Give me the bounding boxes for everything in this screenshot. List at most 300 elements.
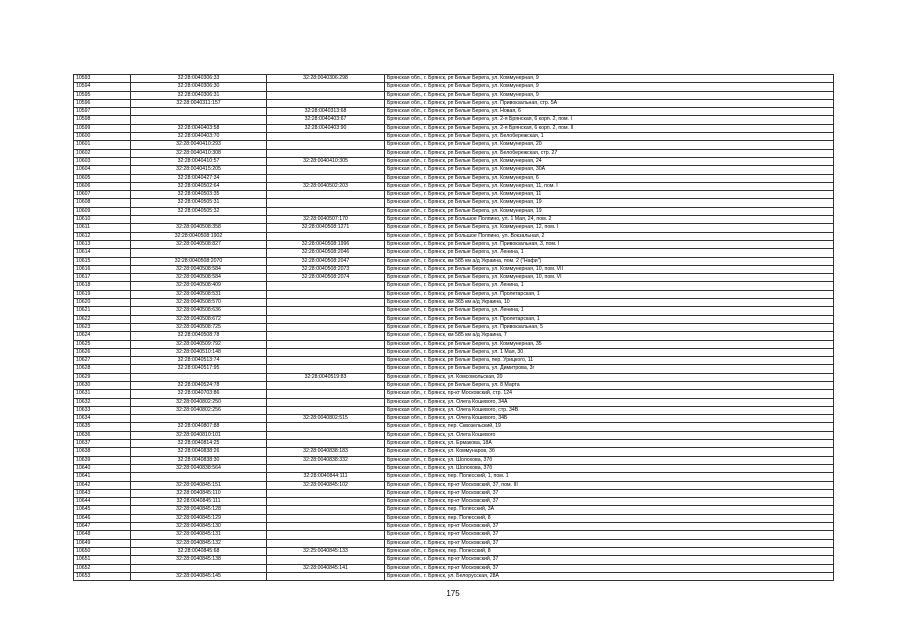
address-cell: Брянская обл., г. Брянск, рп Белые Берега, ул. Привокзальная, 5 (385, 323, 834, 331)
table-row (74, 498, 834, 506)
address-cell: Брянская обл., г. Брянск, рп Белые Берега, ул. Ленина, 1 (385, 249, 834, 257)
building-cadastral-number-cell: 32:28:0040844:111 (267, 473, 385, 481)
address-cell: Брянская обл., г. Брянск, рп Белые Берега, ул. Новая, 6 (385, 108, 834, 116)
table-row (74, 348, 834, 356)
row-number-cell: 10610 (74, 216, 131, 224)
land-cadastral-number-cell: 32:28:0040845:138 (131, 556, 267, 564)
building-cadastral-number-cell: 32:28:0040838:332 (267, 456, 385, 464)
land-cadastral-number-cell: 32:28:0040845:130 (131, 523, 267, 531)
land-cadastral-number-cell: 32:28:0040838:30 (131, 456, 267, 464)
building-cadastral-number-cell: 32:28:0040502:203 (267, 182, 385, 190)
building-cadastral-number-cell: 32:28:0040508:2074 (267, 274, 385, 282)
address-cell: Брянская обл., г. Брянск, рп Белые Берега, ул. Димитрова, 3г (385, 365, 834, 373)
address-cell: Брянская обл., г. Брянск, рп Белые Берега, ул. 2-я Брянская, 6 корп. 2, пом. I (385, 116, 834, 124)
address-cell: Брянская обл., г. Брянск, пер. Полесский, 1, пом. 1 (385, 473, 834, 481)
building-cadastral-number-cell (267, 531, 385, 539)
table-row (74, 199, 834, 207)
table-row (74, 216, 834, 224)
building-cadastral-number-cell (267, 489, 385, 497)
land-cadastral-number-cell: 32:28:0040410:293 (131, 141, 267, 149)
table-row (74, 332, 834, 340)
row-number-cell: 10600 (74, 133, 131, 141)
address-cell: Брянская обл., г. Брянск, пер. Полесский, 8 (385, 547, 834, 555)
row-number-cell: 10608 (74, 199, 131, 207)
table-row (74, 365, 834, 373)
land-cadastral-number-cell: 32:28:0040510:148 (131, 348, 267, 356)
land-cadastral-number-cell (131, 116, 267, 124)
building-cadastral-number-cell (267, 381, 385, 389)
table-row (74, 99, 834, 107)
row-number-cell: 10609 (74, 207, 131, 215)
land-cadastral-number-cell: 32:28:0040508:584 (131, 265, 267, 273)
building-cadastral-number-cell (267, 191, 385, 199)
land-cadastral-number-cell: 32:28:0040306:31 (131, 91, 267, 99)
land-cadastral-number-cell: 32:28:0040517:95 (131, 365, 267, 373)
address-cell: Брянская обл., г. Брянск, рп Белые Берега, ул. Белобережская, 1 (385, 133, 834, 141)
building-cadastral-number-cell (267, 340, 385, 348)
land-cadastral-number-cell: 32:28:0040509:792 (131, 340, 267, 348)
land-cadastral-number-cell: 32:28:0040508:358 (131, 224, 267, 232)
building-cadastral-number-cell (267, 149, 385, 157)
land-cadastral-number-cell: 32:28:0040703:86 (131, 390, 267, 398)
address-cell: Брянская обл., г. Брянск, рп Большое Полпино, ул. Вокзальная, 2 (385, 232, 834, 240)
land-cadastral-number-cell: 32:28:0040403:58 (131, 124, 267, 132)
land-cadastral-number-cell: 32:28:0040403:70 (131, 133, 267, 141)
row-number-cell: 10601 (74, 141, 131, 149)
land-cadastral-number-cell: 32:28:0040845:68 (131, 547, 267, 555)
row-number-cell: 10644 (74, 498, 131, 506)
land-cadastral-number-cell: 32:28:0040845:111 (131, 498, 267, 506)
table-row (74, 182, 834, 190)
building-cadastral-number-cell (267, 282, 385, 290)
building-cadastral-number-cell (267, 141, 385, 149)
row-number-cell: 10637 (74, 440, 131, 448)
land-cadastral-number-cell: 32:28:0040503:35 (131, 191, 267, 199)
building-cadastral-number-cell: 32:28:0040508:2046 (267, 249, 385, 257)
table-row (74, 373, 834, 381)
row-number-cell: 10642 (74, 481, 131, 489)
table-row (74, 282, 834, 290)
building-cadastral-number-cell (267, 398, 385, 406)
building-cadastral-number-cell (267, 423, 385, 431)
table-row (74, 415, 834, 423)
row-number-cell: 10632 (74, 398, 131, 406)
row-number-cell: 10636 (74, 431, 131, 439)
address-cell: Брянская обл., г. Брянск, рп Белые Берега, ул. 8 Марта (385, 381, 834, 389)
building-cadastral-number-cell (267, 556, 385, 564)
address-cell: Брянская обл., г. Брянск, рп Белые Берега, ул. Ленина, 1 (385, 282, 834, 290)
land-cadastral-number-cell (131, 473, 267, 481)
row-number-cell: 10634 (74, 415, 131, 423)
address-cell: Брянская обл., г. Брянск, ул. Ермакова, 18А (385, 440, 834, 448)
land-cadastral-number-cell: 32:28:0040845:145 (131, 572, 267, 580)
address-cell: Брянская обл., г. Брянск, рп Белые Берега, ул. Коммунерная, 6 (385, 174, 834, 182)
building-cadastral-number-cell (267, 323, 385, 331)
building-cadastral-number-cell (267, 207, 385, 215)
land-cadastral-number-cell: 32:28:0040838:564 (131, 464, 267, 472)
table-row (74, 406, 834, 414)
row-number-cell: 10614 (74, 249, 131, 257)
building-cadastral-number-cell (267, 199, 385, 207)
building-cadastral-number-cell (267, 290, 385, 298)
building-cadastral-number-cell (267, 307, 385, 315)
building-cadastral-number-cell: 32:28:0040403:67 (267, 116, 385, 124)
address-cell: Брянская обл., г. Брянск, ул. Комсомольская, 20 (385, 373, 834, 381)
table-row (74, 116, 834, 124)
land-cadastral-number-cell: 32:28:0040838:26 (131, 448, 267, 456)
land-cadastral-number-cell (131, 564, 267, 572)
building-cadastral-number-cell: 32:28:0040838:183 (267, 448, 385, 456)
row-number-cell: 10652 (74, 564, 131, 572)
address-cell: Брянская обл., г. Брянск, км 365 км а/д Украина, 10 (385, 299, 834, 307)
row-number-cell: 10645 (74, 506, 131, 514)
address-cell: Брянская обл., г. Брянск, ул. Шолохова, 37б (385, 464, 834, 472)
table-row (74, 390, 834, 398)
building-cadastral-number-cell (267, 406, 385, 414)
building-cadastral-number-cell: 32:25:0040845:133 (267, 547, 385, 555)
address-cell: Брянская обл., г. Брянск, рп Белые Берега, ул. 2-я Брянская, 6 корп. 2, пом. II (385, 124, 834, 132)
address-cell: Брянская обл., г. Брянск, пр-кт Московский, стр. 124 (385, 390, 834, 398)
row-number-cell: 10624 (74, 332, 131, 340)
table-row (74, 265, 834, 273)
address-cell: Брянская обл., г. Брянск, рп Белые Берега, ул. Коммунерная, 9 (385, 91, 834, 99)
building-cadastral-number-cell: 32:28:0040508:1996 (267, 240, 385, 248)
land-cadastral-number-cell: 32:28:0040845:151 (131, 481, 267, 489)
address-cell: Брянская обл., г. Брянск, рп Белые Берега, пер. Урицкого, 11 (385, 357, 834, 365)
row-number-cell: 10651 (74, 556, 131, 564)
building-cadastral-number-cell: 32:28:0040519:83 (267, 373, 385, 381)
row-number-cell: 10607 (74, 191, 131, 199)
table-row (74, 249, 834, 257)
building-cadastral-number-cell (267, 99, 385, 107)
registry-table-body (74, 75, 834, 581)
table-row (74, 506, 834, 514)
row-number-cell: 10605 (74, 174, 131, 182)
row-number-cell: 10630 (74, 381, 131, 389)
address-cell: Брянская обл., г. Брянск, рп Белые Берега, ул. Привокзальная, 3, пом. I (385, 240, 834, 248)
address-cell: Брянская обл., г. Брянск, рп Белые Берега, ул. Коммунерная, 10, пом. VI (385, 274, 834, 282)
table-row (74, 448, 834, 456)
land-cadastral-number-cell: 32:28:0040508:827 (131, 240, 267, 248)
row-number-cell: 10594 (74, 83, 131, 91)
building-cadastral-number-cell (267, 506, 385, 514)
building-cadastral-number-cell: 32:28:0040508:1271 (267, 224, 385, 232)
building-cadastral-number-cell (267, 498, 385, 506)
table-row (74, 149, 834, 157)
building-cadastral-number-cell (267, 431, 385, 439)
building-cadastral-number-cell (267, 539, 385, 547)
table-row (74, 224, 834, 232)
table-row (74, 547, 834, 555)
building-cadastral-number-cell (267, 332, 385, 340)
row-number-cell: 10595 (74, 91, 131, 99)
table-row (74, 91, 834, 99)
address-cell: Брянская обл., г. Брянск, ул. Шолохова, 37б (385, 456, 834, 464)
land-cadastral-number-cell: 32:28:0040524:78 (131, 381, 267, 389)
row-number-cell: 10602 (74, 149, 131, 157)
row-number-cell: 10597 (74, 108, 131, 116)
building-cadastral-number-cell (267, 514, 385, 522)
land-cadastral-number-cell: 32:28:0040410:57 (131, 157, 267, 165)
building-cadastral-number-cell: 32:28:0040508:2047 (267, 257, 385, 265)
table-row (74, 274, 834, 282)
building-cadastral-number-cell (267, 440, 385, 448)
land-cadastral-number-cell: 32:28:0040508:78 (131, 332, 267, 340)
address-cell: Брянская обл., г. Брянск, рп Белые Берега, ул. Пролетарская, 1 (385, 290, 834, 298)
table-row (74, 531, 834, 539)
land-cadastral-number-cell: 32:28:0040845:131 (131, 531, 267, 539)
address-cell: Брянская обл., г. Брянск, рп Белые Берега, ул. Коммунерная, 9 (385, 83, 834, 91)
table-row (74, 157, 834, 165)
row-number-cell: 10631 (74, 390, 131, 398)
building-cadastral-number-cell (267, 91, 385, 99)
building-cadastral-number-cell (267, 523, 385, 531)
table-row (74, 357, 834, 365)
address-cell: Брянская обл., г. Брянск, пр-кт Московский, 37 (385, 531, 834, 539)
building-cadastral-number-cell: 32:28:0040403:90 (267, 124, 385, 132)
address-cell: Брянская обл., г. Брянск, пр-кт Московский, 37, пом. III (385, 481, 834, 489)
table-row (74, 323, 834, 331)
table-row (74, 340, 834, 348)
row-number-cell: 10641 (74, 473, 131, 481)
building-cadastral-number-cell: 32:28:0040306:298 (267, 75, 385, 83)
address-cell: Брянская обл., г. Брянск, пр-кт Московский, 37 (385, 556, 834, 564)
table-row (74, 108, 834, 116)
row-number-cell: 10606 (74, 182, 131, 190)
building-cadastral-number-cell (267, 133, 385, 141)
land-cadastral-number-cell: 32:28:0040508:570 (131, 299, 267, 307)
land-cadastral-number-cell: 32:28:0040505:31 (131, 199, 267, 207)
land-cadastral-number-cell: 32:28:0040513:74 (131, 357, 267, 365)
land-cadastral-number-cell: 32:28:0040807:88 (131, 423, 267, 431)
table-row (74, 381, 834, 389)
row-number-cell: 10621 (74, 307, 131, 315)
table-row (74, 174, 834, 182)
table-row (74, 564, 834, 572)
table-row (74, 257, 834, 265)
row-number-cell: 10599 (74, 124, 131, 132)
address-cell: Брянская обл., г. Брянск, км 585 км а/д Украина, 7 (385, 332, 834, 340)
address-cell: Брянская обл., г. Брянск, рп Белые Берега, ул. Коммунерная, 12, пом. I (385, 224, 834, 232)
row-number-cell: 10638 (74, 448, 131, 456)
land-cadastral-number-cell: 32:28:0040508:2070 (131, 257, 267, 265)
land-cadastral-number-cell: 32:28:0040427:34 (131, 174, 267, 182)
land-cadastral-number-cell: 32:28:0040508:725 (131, 323, 267, 331)
address-cell: Брянская обл., г. Брянск, рп Белые Берега, ул. Пролетарская, 1 (385, 315, 834, 323)
row-number-cell: 10603 (74, 157, 131, 165)
address-cell: Брянская обл., г. Брянск, рп Белые Берега, ул. 1 Мая, 30 (385, 348, 834, 356)
address-cell: Брянская обл., г. Брянск, рп Белые Берега, ул. Белобережская, стр. 27 (385, 149, 834, 157)
table-row (74, 75, 834, 83)
building-cadastral-number-cell (267, 299, 385, 307)
address-cell: Брянская обл., г. Брянск, рп Белые Берега, ул. Коммунерная, 10, пом. VII (385, 265, 834, 273)
row-number-cell: 10635 (74, 423, 131, 431)
land-cadastral-number-cell: 32:28:0040814:25 (131, 440, 267, 448)
building-cadastral-number-cell: 32:28:0040845:102 (267, 481, 385, 489)
address-cell: Брянская обл., г. Брянск, ул. Белорусская, 28А (385, 572, 834, 580)
row-number-cell: 10618 (74, 282, 131, 290)
address-cell: Брянская обл., г. Брянск, пр-кт Московский, 37 (385, 539, 834, 547)
table-row (74, 124, 834, 132)
building-cadastral-number-cell (267, 572, 385, 580)
row-number-cell: 10643 (74, 489, 131, 497)
row-number-cell: 10598 (74, 116, 131, 124)
address-cell: Брянская обл., г. Брянск, рп Белые Берега, ул. Коммунерная, 20 (385, 141, 834, 149)
building-cadastral-number-cell (267, 315, 385, 323)
land-cadastral-number-cell: 32:28:0040508:672 (131, 315, 267, 323)
table-row (74, 133, 834, 141)
land-cadastral-number-cell: 32:28:0040508:636 (131, 307, 267, 315)
row-number-cell: 10646 (74, 514, 131, 522)
row-number-cell: 10617 (74, 274, 131, 282)
table-row (74, 464, 834, 472)
land-cadastral-number-cell: 32:28:0040311:157 (131, 99, 267, 107)
table-row (74, 456, 834, 464)
land-cadastral-number-cell: 32:28:0040845:132 (131, 539, 267, 547)
table-row (74, 240, 834, 248)
land-cadastral-number-cell: 32:28:0040508:1902 (131, 232, 267, 240)
row-number-cell: 10647 (74, 523, 131, 531)
row-number-cell: 10650 (74, 547, 131, 555)
row-number-cell: 10613 (74, 240, 131, 248)
building-cadastral-number-cell: 32:28:0040507:170 (267, 216, 385, 224)
row-number-cell: 10629 (74, 373, 131, 381)
row-number-cell: 10639 (74, 456, 131, 464)
row-number-cell: 10596 (74, 99, 131, 107)
address-cell: Брянская обл., г. Брянск, рп Белые Берега, ул. Ленина, 1 (385, 307, 834, 315)
land-cadastral-number-cell: 32:28:0040845:110 (131, 489, 267, 497)
building-cadastral-number-cell (267, 166, 385, 174)
table-row (74, 83, 834, 91)
table-row (74, 473, 834, 481)
table-row (74, 572, 834, 580)
row-number-cell: 10627 (74, 357, 131, 365)
table-row (74, 431, 834, 439)
table-row (74, 299, 834, 307)
address-cell: Брянская обл., г. Брянск, ул. Коммунаров, 3б (385, 448, 834, 456)
address-cell: Брянская обл., г. Брянск, км 585 км а/д Украина, пом. 2 ("Нафи") (385, 257, 834, 265)
table-row (74, 481, 834, 489)
address-cell: Брянская обл., г. Брянск, пр-кт Московский, 37 (385, 498, 834, 506)
address-cell: Брянская обл., г. Брянск, пер. Сквозельский, 19 (385, 423, 834, 431)
table-row (74, 290, 834, 298)
building-cadastral-number-cell (267, 357, 385, 365)
address-cell: Брянская обл., г. Брянск, пер. Полесский, 8 (385, 514, 834, 522)
land-cadastral-number-cell: 32:28:0040505:32 (131, 207, 267, 215)
address-cell: Брянская обл., г. Брянск, рп Белые Берега, ул. Коммунерная, 35 (385, 340, 834, 348)
address-cell: Брянская обл., г. Брянск, ул. Олега Кошевого, 34Б (385, 415, 834, 423)
land-cadastral-number-cell (131, 216, 267, 224)
table-row (74, 423, 834, 431)
building-cadastral-number-cell: 32:28:0040802:515 (267, 415, 385, 423)
row-number-cell: 10611 (74, 224, 131, 232)
row-number-cell: 10615 (74, 257, 131, 265)
address-cell: Брянская обл., г. Брянск, рп Белые Берега, ул. Привокзальная, стр. 5А (385, 99, 834, 107)
address-cell: Брянская обл., г. Брянск, пр-кт Московский, 37 (385, 523, 834, 531)
row-number-cell: 10653 (74, 572, 131, 580)
building-cadastral-number-cell: 32:28:0040508:2073 (267, 265, 385, 273)
building-cadastral-number-cell (267, 365, 385, 373)
address-cell: Брянская обл., г. Брянск, пр-кт Московский, 37 (385, 489, 834, 497)
table-row (74, 166, 834, 174)
land-cadastral-number-cell: 32:28:0040508:409 (131, 282, 267, 290)
table-row (74, 489, 834, 497)
table-row (74, 232, 834, 240)
building-cadastral-number-cell (267, 232, 385, 240)
table-row (74, 514, 834, 522)
address-cell: Брянская обл., г. Брянск, пер. Полесский, 3А (385, 506, 834, 514)
building-cadastral-number-cell (267, 174, 385, 182)
row-number-cell: 10593 (74, 75, 131, 83)
row-number-cell: 10622 (74, 315, 131, 323)
row-number-cell: 10623 (74, 323, 131, 331)
land-cadastral-number-cell: 32:28:0040845:128 (131, 506, 267, 514)
address-cell: Брянская обл., г. Брянск, рп Большое Полпино, ул. 1 Мая, 24, пом. 2 (385, 216, 834, 224)
land-cadastral-number-cell (131, 249, 267, 257)
table-row (74, 141, 834, 149)
row-number-cell: 10648 (74, 531, 131, 539)
land-cadastral-number-cell: 32:28:0040306:33 (131, 75, 267, 83)
land-cadastral-number-cell (131, 415, 267, 423)
land-cadastral-number-cell (131, 373, 267, 381)
building-cadastral-number-cell (267, 348, 385, 356)
address-cell: Брянская обл., г. Брянск, рп Белые Берега, ул. Коммунерная, 19 (385, 207, 834, 215)
row-number-cell: 10619 (74, 290, 131, 298)
table-row (74, 207, 834, 215)
building-cadastral-number-cell: 32:28:0040845:141 (267, 564, 385, 572)
building-cadastral-number-cell (267, 390, 385, 398)
land-cadastral-number-cell: 32:28:0040502:64 (131, 182, 267, 190)
table-row (74, 539, 834, 547)
row-number-cell: 10626 (74, 348, 131, 356)
land-cadastral-number-cell: 32:28:0040410:308 (131, 149, 267, 157)
land-cadastral-number-cell: 32:28:0040810:101 (131, 431, 267, 439)
table-row (74, 398, 834, 406)
table-row (74, 440, 834, 448)
building-cadastral-number-cell (267, 464, 385, 472)
address-cell: Брянская обл., г. Брянск, ул. Олега Кошевого, 34А (385, 398, 834, 406)
building-cadastral-number-cell: 32:28:0040410:305 (267, 157, 385, 165)
table-row (74, 523, 834, 531)
land-cadastral-number-cell: 32:28:0040802:250 (131, 398, 267, 406)
land-cadastral-number-cell: 32:28:0040508:531 (131, 290, 267, 298)
table-row (74, 307, 834, 315)
row-number-cell: 10628 (74, 365, 131, 373)
row-number-cell: 10633 (74, 406, 131, 414)
land-cadastral-number-cell (131, 108, 267, 116)
row-number-cell: 10612 (74, 232, 131, 240)
address-cell: Брянская обл., г. Брянск, рп Белые Берега, ул. Коммунерная, 11 (385, 191, 834, 199)
row-number-cell: 10616 (74, 265, 131, 273)
land-cadastral-number-cell: 32:28:0040415:205 (131, 166, 267, 174)
land-cadastral-number-cell: 32:28:0040802:256 (131, 406, 267, 414)
row-number-cell: 10649 (74, 539, 131, 547)
row-number-cell: 10625 (74, 340, 131, 348)
building-cadastral-number-cell (267, 83, 385, 91)
building-cadastral-number-cell: 32:28:0040313:68 (267, 108, 385, 116)
address-cell: Брянская обл., г. Брянск, рп Белые Берега, ул. Коммунерная, 11, пом. I (385, 182, 834, 190)
address-cell: Брянская обл., г. Брянск, рп Белые Берега, ул. Коммунерная, 30А (385, 166, 834, 174)
registry-table (73, 74, 834, 581)
page-number: 175 (446, 589, 460, 598)
row-number-cell: 10640 (74, 464, 131, 472)
land-cadastral-number-cell: 32:28:0040306:30 (131, 83, 267, 91)
row-number-cell: 10604 (74, 166, 131, 174)
address-cell: Брянская обл., г. Брянск, пр-кт Московский, 37 (385, 564, 834, 572)
row-number-cell: 10620 (74, 299, 131, 307)
land-cadastral-number-cell: 32:28:0040508:584 (131, 274, 267, 282)
table-row (74, 191, 834, 199)
